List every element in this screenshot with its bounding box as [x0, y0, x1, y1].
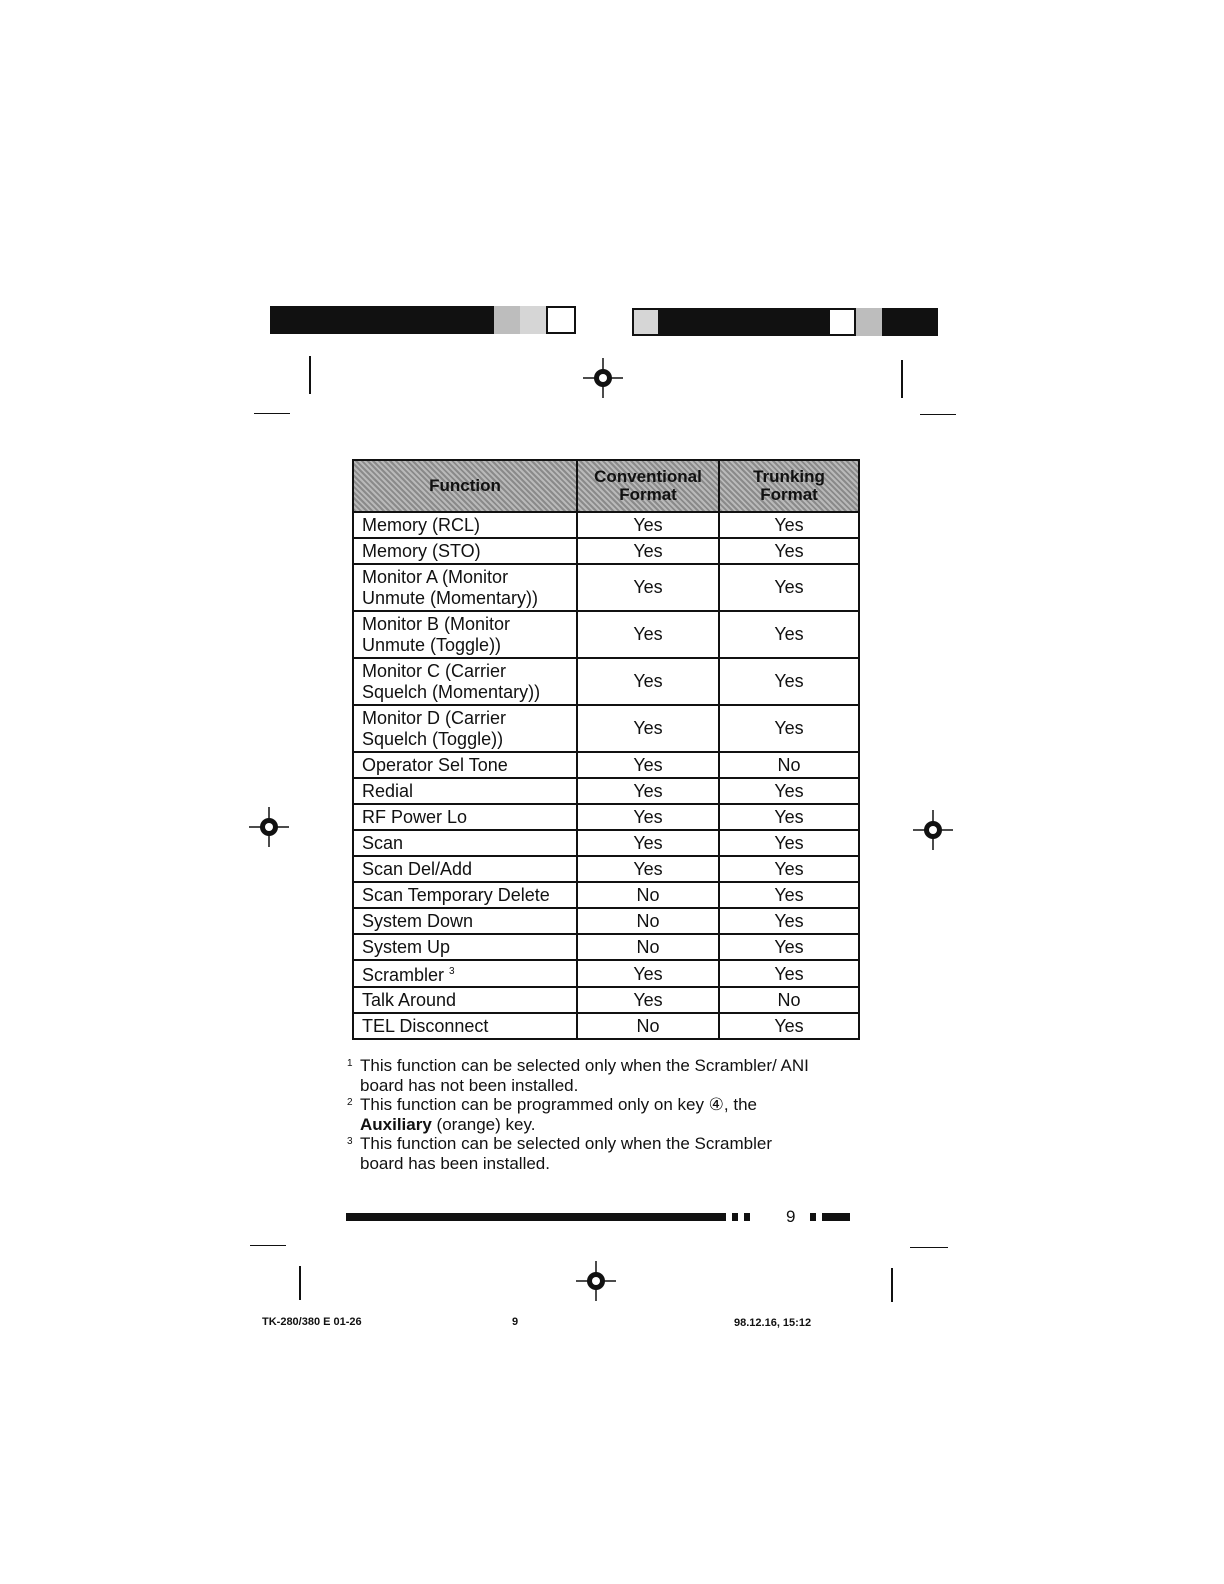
- footer-bar: [346, 1213, 726, 1221]
- function-table: [352, 459, 860, 1040]
- cell-function: Memory (STO): [353, 538, 577, 564]
- top-bar-left-gray-b: [520, 306, 546, 334]
- footer-bar-dot: [744, 1213, 750, 1221]
- print-page: 9: [512, 1316, 519, 1328]
- cell-trunking: No: [719, 752, 859, 778]
- cell-conventional: Yes: [577, 804, 719, 830]
- cell-conventional: Yes: [577, 856, 719, 882]
- cell-function: Redial: [353, 778, 577, 804]
- cell-function: [353, 705, 577, 752]
- cell-function-line: Monitor C (Carrier: [362, 660, 507, 681]
- footnote-text: This function can be selected only when the Scrambler/ ANI: [360, 1056, 809, 1075]
- footnote-number: 2: [347, 1097, 353, 1108]
- table-row: [353, 705, 859, 752]
- table-row: [353, 934, 859, 960]
- cell-function-line: Monitor A (Monitor: [362, 566, 509, 587]
- cell-conventional: No: [577, 934, 719, 960]
- top-bar-left-gray-a: [494, 306, 520, 334]
- cell-trunking: Yes: [719, 512, 859, 538]
- table-row: [353, 564, 859, 611]
- cell-trunking: Yes: [719, 908, 859, 934]
- footnote-text: This function can be programmed only on key ④, the: [360, 1095, 758, 1114]
- cell-function: [353, 658, 577, 705]
- cell-function: System Down: [353, 908, 577, 934]
- cell-function-line: Unmute (Toggle)): [362, 634, 502, 655]
- cell-conventional: Yes: [577, 538, 719, 564]
- registration-mark-icon: [249, 807, 289, 847]
- cell-conventional: Yes: [577, 512, 719, 538]
- cell-conventional: Yes: [577, 830, 719, 856]
- cell-trunking: Yes: [719, 778, 859, 804]
- cell-conventional: Yes: [577, 611, 719, 658]
- cell-function: Memory (RCL): [353, 512, 577, 538]
- cell-conventional: No: [577, 1013, 719, 1039]
- cell-conventional: Yes: [577, 658, 719, 705]
- cell-function: Scan Temporary Delete: [353, 882, 577, 908]
- cell-trunking: Yes: [719, 658, 859, 705]
- cell-function: Operator Sel Tone: [353, 752, 577, 778]
- cell-function-text: Scrambler: [362, 965, 445, 985]
- cell-trunking: Yes: [719, 705, 859, 752]
- table-row: [353, 960, 859, 987]
- footer-bar-dot: [810, 1213, 816, 1221]
- table-row: [353, 1013, 859, 1039]
- header-function: Function: [353, 460, 577, 512]
- table-row: [353, 987, 859, 1013]
- cell-function: TEL Disconnect: [353, 1013, 577, 1039]
- footnote: [347, 1134, 867, 1173]
- registration-mark-icon: [913, 810, 953, 850]
- cell-trunking: Yes: [719, 934, 859, 960]
- cell-function: System Up: [353, 934, 577, 960]
- cell-conventional: No: [577, 882, 719, 908]
- top-bar-right: [660, 308, 828, 336]
- crop-mark: [299, 1266, 301, 1300]
- cell-function: Scan: [353, 830, 577, 856]
- top-bar-left: [270, 306, 494, 334]
- table-row: [353, 908, 859, 934]
- cell-function: [353, 960, 577, 987]
- top-bar-right-end: [882, 308, 938, 336]
- footnote: [347, 1056, 867, 1095]
- footnote-text: board has been installed.: [360, 1153, 550, 1173]
- cell-function-line: Unmute (Momentary)): [362, 587, 539, 608]
- footnote-text: board has not been installed.: [360, 1075, 579, 1095]
- table-row: [353, 658, 859, 705]
- cell-function-line: Squelch (Momentary)): [362, 681, 541, 702]
- header-trunking-text: Trunking Format: [753, 467, 825, 504]
- top-bar-left-white: [546, 306, 576, 334]
- cell-trunking: Yes: [719, 538, 859, 564]
- crop-mark: [910, 1247, 948, 1248]
- footnote: [347, 1095, 867, 1134]
- registration-mark-icon: [583, 358, 623, 398]
- table-row: [353, 804, 859, 830]
- table-row: [353, 611, 859, 658]
- cell-function-line: Monitor D (Carrier: [362, 707, 507, 728]
- crop-mark: [309, 356, 311, 394]
- cell-function: [353, 611, 577, 658]
- cell-trunking: Yes: [719, 960, 859, 987]
- footer-bar-dot: [732, 1213, 738, 1221]
- cell-conventional: Yes: [577, 705, 719, 752]
- print-datetime: 98.12.16, 15:12: [734, 1317, 812, 1329]
- table-header-row: [353, 460, 859, 512]
- crop-mark: [254, 413, 290, 414]
- footnote-number: 3: [347, 1136, 353, 1147]
- footer-bar-right: [822, 1213, 850, 1221]
- footnotes: [347, 1056, 867, 1173]
- cell-conventional: Yes: [577, 564, 719, 611]
- header-conventional-text: Conventional Format: [594, 467, 702, 504]
- cell-trunking: Yes: [719, 611, 859, 658]
- cell-conventional: Yes: [577, 778, 719, 804]
- header-trunking: [719, 460, 859, 512]
- cell-conventional: Yes: [577, 752, 719, 778]
- registration-mark-icon: [576, 1261, 616, 1301]
- table-row: [353, 538, 859, 564]
- cell-function-line: Squelch (Toggle)): [362, 728, 504, 749]
- table-row: [353, 856, 859, 882]
- top-bar-right-white: [828, 308, 856, 336]
- footnote-bold-text: Auxiliary: [360, 1114, 432, 1134]
- top-bar-right-gray-a: [632, 308, 660, 336]
- cell-conventional: Yes: [577, 960, 719, 987]
- cell-trunking: Yes: [719, 1013, 859, 1039]
- top-bar-right-gray-b: [856, 308, 882, 336]
- cell-function-line: Monitor B (Monitor: [362, 613, 511, 634]
- table-row: [353, 830, 859, 856]
- table-row: [353, 512, 859, 538]
- footnote-number: 1: [347, 1058, 353, 1069]
- footnote-text: (orange) key.: [431, 1114, 536, 1134]
- cell-trunking: Yes: [719, 564, 859, 611]
- cell-function: [353, 564, 577, 611]
- crop-mark: [891, 1268, 893, 1302]
- table-row: [353, 752, 859, 778]
- cell-conventional: Yes: [577, 987, 719, 1013]
- cell-conventional: No: [577, 908, 719, 934]
- cell-trunking: Yes: [719, 856, 859, 882]
- crop-mark: [250, 1245, 286, 1246]
- crop-mark: [920, 414, 956, 415]
- table-row: [353, 882, 859, 908]
- cell-function: Scan Del/Add: [353, 856, 577, 882]
- cell-function: RF Power Lo: [353, 804, 577, 830]
- cell-trunking: Yes: [719, 804, 859, 830]
- cell-function: Talk Around: [353, 987, 577, 1013]
- footnote-ref: 3: [449, 966, 455, 977]
- cell-trunking: No: [719, 987, 859, 1013]
- footnote-text: This function can be selected only when the Scrambler: [360, 1134, 773, 1153]
- print-file-id: TK-280/380 E 01-26: [262, 1316, 362, 1328]
- header-conventional: [577, 460, 719, 512]
- table-row: [353, 778, 859, 804]
- crop-mark: [901, 360, 903, 398]
- page-number: 9: [786, 1207, 796, 1226]
- cell-trunking: Yes: [719, 882, 859, 908]
- cell-trunking: Yes: [719, 830, 859, 856]
